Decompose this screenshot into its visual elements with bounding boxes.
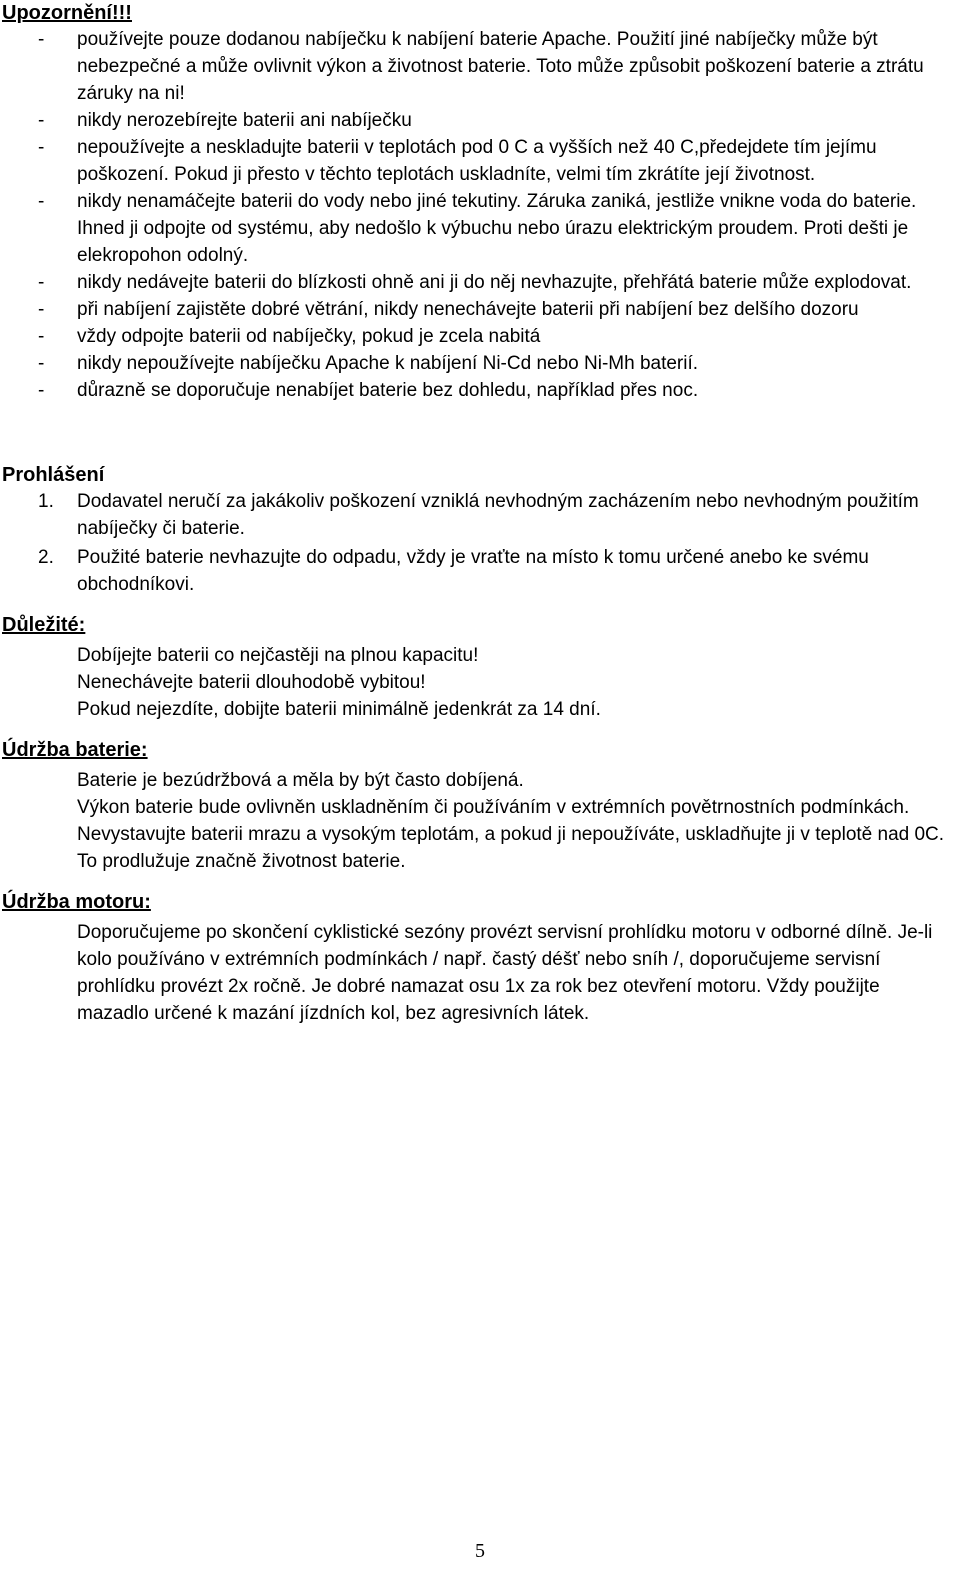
list-item: - při nabíjení zajistěte dobré větrání, nikdy nenechávejte baterii při nabíjení bez delšího dozoru (38, 299, 859, 320)
list-item: - důrazně se doporučuje nenabíjet baterie bez dohledu, například přes noc. (38, 380, 699, 401)
motor-maintenance-paragraph: Doporučujeme po skončení cyklistické sezóny provézt servisní prohlídku motoru v odborné dílně. Je-li kolo používáno v extrémních podmínkách / např. častý déšť nebo sníh /, doporučujeme servisní prohlídku provézt 2x ročně. Je dobré namazat osu 1x za rok bez otevření motoru. Vždy použijte mazadlo určené k mazání jízdních kol, bez agresivních látek. (77, 922, 933, 1024)
list-item: 2. Použité baterie nevhazujte do odpadu, vždy je vraťte na místo k tomu určené anebo ke svému obchodníkovi. (38, 547, 869, 595)
declaration-list (0, 488, 960, 598)
list-item: - nikdy nedávejte baterii do blízkosti ohně ani ji do něj nevhazujte, přehřátá baterie může explodovat. (38, 272, 912, 293)
list-item: - nikdy nenamáčejte baterii do vody nebo jiné tekutiny. Záruka zaniká, jestliže vnikne voda do baterie. Ihned ji odpojte od systému, aby nedošlo k výbuchu nebo úrazu elektrickým proudem. Proti dešti je elekropohon odolný. (38, 191, 917, 266)
important-heading: Důležité: (2, 614, 86, 636)
battery-maintenance-line: Baterie je bezúdržbová a měla by být často dobíjená. (77, 770, 524, 791)
declaration-heading: Prohlášení (2, 464, 105, 486)
warning-heading: Upozornění!!! (2, 2, 132, 24)
important-line: Dobíjejte baterii co nejčastěji na plnou kapacitu! (77, 645, 479, 666)
motor-maintenance-heading: Údržba motoru: (2, 891, 151, 913)
important-text (0, 642, 960, 723)
battery-maintenance-heading: Údržba baterie: (2, 739, 148, 761)
page-number: 5 (475, 1540, 485, 1562)
list-item: - vždy odpojte baterii od nabíječky, pokud je zcela nabitá (38, 326, 541, 347)
battery-maintenance-paragraph: Výkon baterie bude ovlivněn uskladněním či používáním v extrémních povětrnostních podmínkách. Nevystavujte baterii mrazu a vysokým teplotám, a pokud ji nepoužíváte, uskladňujte ji v teplotě nad 0C. To prodlužuje značně životnost baterie. (77, 797, 945, 872)
list-item: - nikdy nepoužívejte nabíječku Apache k nabíjení Ni-Cd nebo Ni-Mh baterií. (38, 353, 699, 374)
important-line: Pokud nejezdíte, dobijte baterii minimálně jedenkrát za 14 dní. (77, 699, 601, 720)
list-item: - používejte pouze dodanou nabíječku k nabíjení baterie Apache. Použití jiné nabíječky může být nebezpečné a může ovlivnit výkon a životnost baterie. Toto může způsobit poškození baterie a ztrátu záruky na ni! (38, 29, 924, 104)
list-item: - nepoužívejte a neskladujte baterii v teplotách pod 0 C a vyšších než 40 C,předejdete tím jejímu poškození. Pokud ji přesto v těchto teplotách uskladníte, velmi tím zkrátíte její životnost. (38, 137, 877, 185)
list-item: - nikdy nerozebírejte baterii ani nabíječku (38, 110, 412, 131)
warning-list (0, 26, 960, 404)
important-line: Nenechávejte baterii dlouhodobě vybitou! (77, 672, 426, 693)
list-item: 1. Dodavatel neručí za jakákoliv poškození vzniklá nevhodným zacházením nebo nevhodným použitím nabíječky či baterie. (38, 491, 919, 539)
battery-maintenance-text (0, 767, 960, 875)
